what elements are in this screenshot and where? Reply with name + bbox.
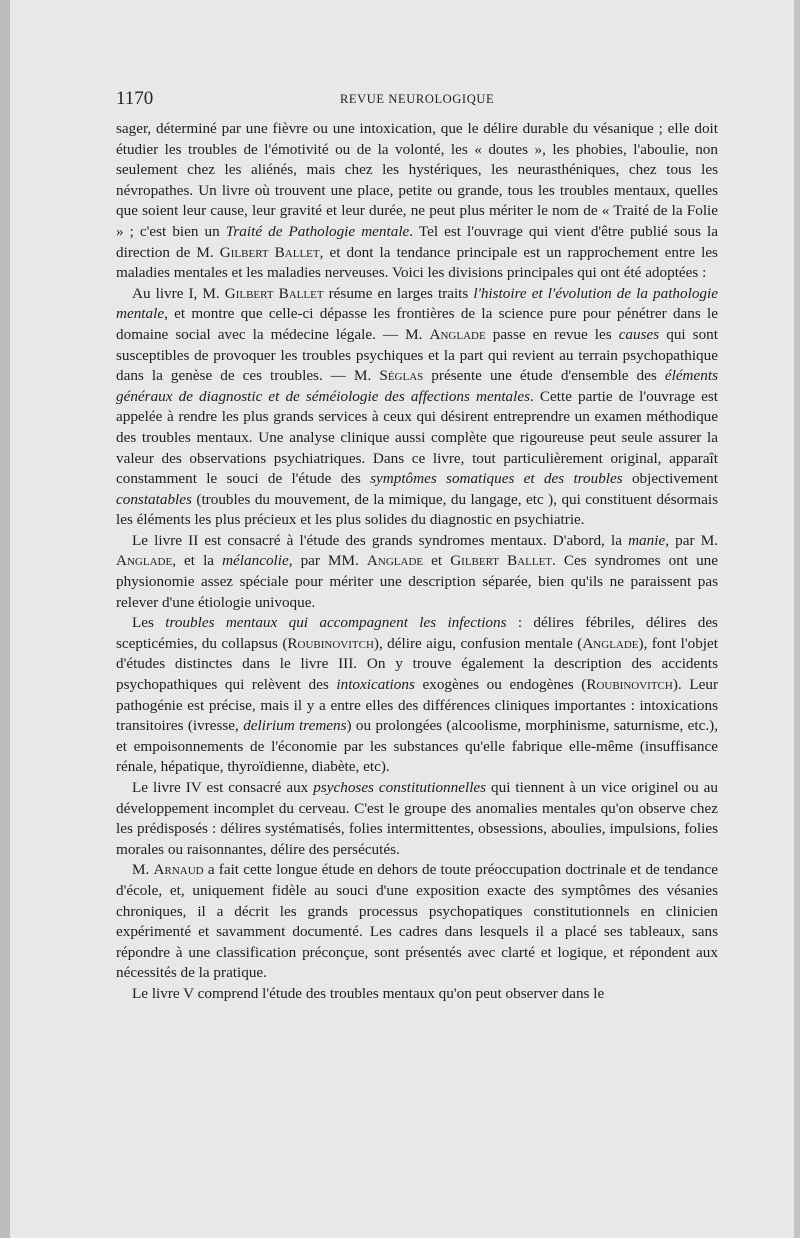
- text-run: : délires fébriles, délires des scepticémies, du collapsus (: [116, 614, 718, 652]
- italic-term: l'histoire et l'évolution de la pathologie mentale: [116, 284, 718, 323]
- italic-term: intoxications: [336, 676, 415, 694]
- text-run: Le livre IV est consacré aux: [132, 779, 314, 796]
- text-run: présente une étude d'ensemble des: [423, 367, 665, 385]
- italic-term: Traité de Pathologie mentale: [225, 222, 410, 240]
- text-run: , et la: [172, 552, 223, 570]
- text-run: . Tel est l'ouvrage qui vient d'être publié sous la direction de M.: [116, 222, 718, 261]
- author-name: Séglas: [379, 367, 424, 385]
- author-name: Gilbert Ballet: [224, 284, 324, 302]
- running-head: REVUE NEUROLOGIQUE: [340, 92, 495, 106]
- text-run: ) ou prolongées (alcoolisme, morphinisme, saturnisme, etc.), et empoisonnements de l'économie par les substances qu'elle fabrique elle-même (insuffisance rénale, hépatique, thyroïdienne, diabète, etc).: [116, 717, 718, 776]
- italic-term: manie: [628, 531, 666, 549]
- text-run: , par M.: [665, 531, 718, 549]
- italic-term: psychoses constitutionnelles: [313, 779, 487, 796]
- italic-term: mélancolie: [222, 552, 289, 570]
- italic-term: constatables: [116, 490, 192, 508]
- author-name: Roubinovitch: [586, 676, 673, 694]
- text-run: résume en larges traits: [323, 284, 474, 302]
- text-run: Le livre V comprend l'étude des troubles mentaux qu'on peut observer dans le: [132, 984, 605, 1002]
- text-run: , et montre que celle-ci dépasse les frontières de la science pure pour pénétrer dans le domaine social avec la médecine légale. — M.: [116, 305, 718, 343]
- text-run: Les: [132, 614, 166, 632]
- page-header: [116, 88, 718, 110]
- text-run: sager, déterminé par une fièvre ou une intoxication, que le délire durable du vésanique ; elle doit étudier les troubles de l'émotivité ou de la volonté, les « doutes », les phobies, l'aboulie, non seulement chez les aliénés, mais chez les hystériques, les neurasthéniques, chez tous les névropathes. Un livre où trouvent une place, petite ou grande, tous les troubles mentaux, quelles que soient leur cause, leur gravité et leur durée, ne peut plus mériter le nom de « Traité de la Folie » ; c'est bien un: [116, 120, 718, 240]
- text-run: Au livre I, M.: [132, 284, 225, 302]
- text-run: exogènes ou endogènes (: [414, 676, 587, 694]
- paragraph-7: [116, 984, 718, 1005]
- italic-term: delirium tremens: [243, 717, 347, 735]
- paragraph-1: [116, 119, 718, 284]
- author-name: Anglade: [429, 325, 486, 343]
- text-run: et: [423, 552, 451, 570]
- text-run: M.: [132, 861, 154, 879]
- text-run: , et dont la tendance principale est un rapprochement entre les maladies mentales et les maladies nerveuses. Voici les divisions principales qui ont été adoptées :: [116, 243, 718, 282]
- author-name: Roubinovitch: [287, 634, 374, 652]
- italic-term: causes: [618, 325, 660, 343]
- text-run: ), font l'objet d'études distinctes dans le livre III. On y trouve également la description des accidents psychopathiques qui relèvent des: [116, 634, 718, 694]
- paragraph-4: [116, 613, 718, 778]
- text-run: . Ces syndromes ont une physionomie assez spéciale pour mériter une description séparée, bien qu'ils ne paraissent pas relever d'une étiologie univoque.: [116, 552, 718, 611]
- text-run: , par MM.: [288, 552, 367, 570]
- italic-term: troubles mentaux qui accompagnent les infections: [165, 614, 507, 632]
- paragraph-3: [116, 531, 718, 613]
- author-name: Gilbert Ballet: [219, 243, 320, 261]
- text-run: . Cette partie de l'ouvrage est appelée à rendre les plus grands services à ceux qui désirent entreprendre un examen méthodique des troubles mentaux. Une analyse clinique aussi complète que rigoureuse peut seule assurer la valeur des observations psychiatriques. Dans ce livre, tout particulièrement original, apparaît constamment le souci de l'étude des: [116, 387, 718, 488]
- text-run: ), délire aigu, confusion mentale (: [373, 634, 583, 652]
- author-name: Gilbert Ballet: [450, 552, 553, 570]
- italic-term: éléments généraux de diagnostic et de séméiologie des affections mentales: [116, 367, 718, 405]
- text-run: qui sont susceptibles de provoquer les troubles psychiques et la part qui revient au terrain psychopathique dans la genèse de ces troubles. — M.: [116, 325, 718, 385]
- paragraph-5: [116, 778, 718, 860]
- author-name: Anglade: [116, 552, 173, 570]
- text-run: Le livre II est consacré à l'étude des grands syndromes mentaux. D'abord, la: [132, 531, 629, 549]
- text-run: a fait cette longue étude en dehors de toute préoccupation doctrinale et de tendance d'école, et, uniquement fidèle au souci d'une exposition exacte des symptômes des vésanies chroniques, il a décrit les grands processus psychopatiques constitutionnels en clinicien expérimenté et savamment documenté. Les cadres dans lesquels il a placé ses tableaux, sans répondre à une classification préconçue, sont présentés avec clarté et logique, et répondent aux nécessités de la pratique.: [116, 861, 718, 982]
- text-run: passe en revue les: [485, 325, 619, 343]
- text-run: objectivement: [622, 470, 718, 488]
- page-number: 1170: [116, 88, 154, 109]
- paragraph-2: [116, 284, 718, 531]
- author-name: Arnaud: [153, 861, 204, 879]
- text-run: (troubles du mouvement, de la mimique, du langage, etc ), qui constituent désormais les éléments les plus précieux et les plus solides du diagnostic en psychiatrie.: [116, 490, 718, 529]
- body-text: [116, 119, 718, 1005]
- author-name: Anglade: [366, 552, 424, 570]
- text-run: qui tiennent à un vice originel ou au développement incomplet du cerveau. C'est le groupe des anomalies mentales qu'on observe chez les prédisposés : délires systématisés, folies intermittentes, obsessions, aboulies, impulsions, folies morales ou raisonnantes, délire des persécutés.: [116, 779, 718, 858]
- paragraph-6: [116, 860, 718, 984]
- author-name: Anglade: [582, 634, 639, 652]
- italic-term: symptômes somatiques et des troubles: [370, 470, 623, 488]
- text-run: ). Leur pathogénie est précise, mais il y a entre elles des différences cliniques importantes : intoxications transitoires (ivresse,: [116, 676, 718, 735]
